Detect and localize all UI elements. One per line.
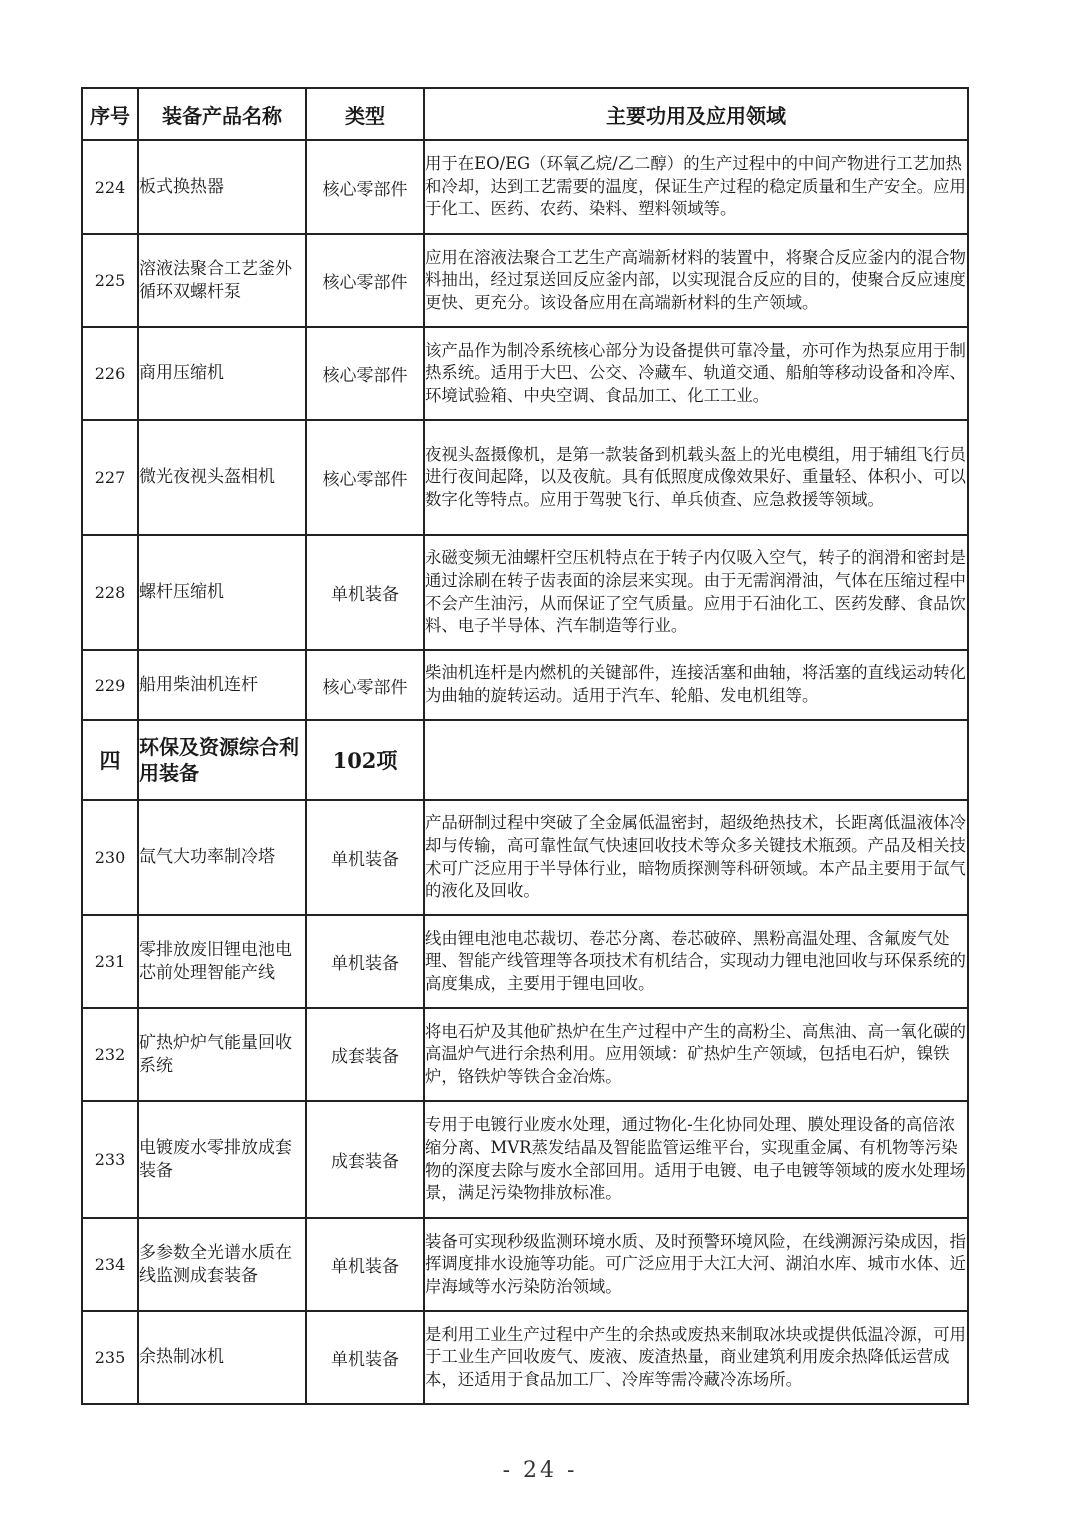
table-row bbox=[82, 1311, 968, 1404]
row-description: 是利用工业生产过程中产生的余热或废热来制取冰块或提供低温冷源，可用于工业生产回收废气、废液、废渣热量，商业建筑利用废余热降低运营成本，还适用于食品加工厂、冷库等需冷藏冷冻场所。 bbox=[424, 1311, 968, 1404]
section-row bbox=[82, 720, 968, 800]
row-type: 核心零部件 bbox=[306, 650, 424, 720]
table-row bbox=[82, 915, 968, 1008]
table-row bbox=[82, 650, 968, 720]
row-type: 核心零部件 bbox=[306, 140, 424, 234]
row-type: 核心零部件 bbox=[306, 420, 424, 535]
row-description: 该产品作为制冷系统核心部分为设备提供可靠冷量，亦可作为热泵应用于制热系统。适用于大巴、公交、冷藏车、轨道交通、船舶等移动设备和冷库、环境试验箱、中央空调、食品加工、化工工业。 bbox=[424, 327, 968, 420]
row-index: 235 bbox=[82, 1311, 138, 1404]
row-type: 单机装备 bbox=[306, 535, 424, 650]
table-row bbox=[82, 535, 968, 650]
row-index: 229 bbox=[82, 650, 138, 720]
section-description bbox=[424, 720, 968, 800]
row-index: 227 bbox=[82, 420, 138, 535]
row-type: 单机装备 bbox=[306, 1218, 424, 1311]
row-description: 用于在EO/EG（环氧乙烷/乙二醇）的生产过程中的中间产物进行工艺加热和冷却，达到工艺需要的温度，保证生产过程的稳定质量和生产安全。应用于化工、医药、农药、染料、塑料领域等。 bbox=[424, 140, 968, 234]
row-index: 226 bbox=[82, 327, 138, 420]
page-number: - 24 - bbox=[502, 1458, 578, 1483]
row-name: 氙气大功率制冷塔 bbox=[138, 800, 306, 915]
row-description: 产品研制过程中突破了全金属低温密封，超级绝热技术，长距离低温液体冷却与传输，高可靠性氙气快速回收技术等众多关键技术瓶颈。产品及相关技术可广泛应用于半导体行业，暗物质探测等科研领域。本产品主要用于氙气的液化及回收。 bbox=[424, 800, 968, 915]
header-index: 序号 bbox=[82, 88, 138, 140]
row-name: 板式换热器 bbox=[138, 140, 306, 234]
row-description: 应用在溶液法聚合工艺生产高端新材料的装置中，将聚合反应釜内的混合物料抽出，经过泵送回反应釜内部，以实现混合反应的目的，使聚合反应速度更快、更充分。该设备应用在高端新材料的生产领域。 bbox=[424, 234, 968, 327]
row-index: 225 bbox=[82, 234, 138, 327]
row-index: 232 bbox=[82, 1008, 138, 1101]
table-row bbox=[82, 420, 968, 535]
row-name: 电镀废水零排放成套装备 bbox=[138, 1101, 306, 1218]
section-count: 102项 bbox=[306, 720, 424, 800]
table-row bbox=[82, 140, 968, 234]
row-type: 单机装备 bbox=[306, 915, 424, 1008]
row-name: 商用压缩机 bbox=[138, 327, 306, 420]
section-name: 环保及资源综合利用装备 bbox=[138, 720, 306, 800]
section-index: 四 bbox=[82, 720, 138, 800]
row-name: 船用柴油机连杆 bbox=[138, 650, 306, 720]
row-name: 余热制冰机 bbox=[138, 1311, 306, 1404]
row-description: 专用于电镀行业废水处理，通过物化-生化协同处理、膜处理设备的高倍浓缩分离、MVR蒸发结晶及智能监管运维平台，实现重金属、有机物等污染物的深度去除与废水全部回用。适用于电镀、电子电镀等领域的废水处理场景，满足污染物排放标准。 bbox=[424, 1101, 968, 1218]
row-description: 装备可实现秒级监测环境水质、及时预警环境风险，在线溯源污染成因，指挥调度排水设施等功能。可广泛应用于大江大河、湖泊水库、城市水体、近岸海域等水污染防治领域。 bbox=[424, 1218, 968, 1311]
table-row bbox=[82, 1218, 968, 1311]
header-name: 装备产品名称 bbox=[138, 88, 306, 140]
row-description: 柴油机连杆是内燃机的关键部件，连接活塞和曲轴，将活塞的直线运动转化为曲轴的旋转运动。适用于汽车、轮船、发电机组等。 bbox=[424, 650, 968, 720]
row-name: 矿热炉炉气能量回收系统 bbox=[138, 1008, 306, 1101]
table-row bbox=[82, 1101, 968, 1218]
row-index: 228 bbox=[82, 535, 138, 650]
row-index: 234 bbox=[82, 1218, 138, 1311]
row-index: 233 bbox=[82, 1101, 138, 1218]
row-name: 多参数全光谱水质在线监测成套装备 bbox=[138, 1218, 306, 1311]
row-index: 224 bbox=[82, 140, 138, 234]
row-description: 将电石炉及其他矿热炉在生产过程中产生的高粉尘、高焦油、高一氧化碳的高温炉气进行余热利用。应用领域：矿热炉生产领域，包括电石炉，镍铁炉，铬铁炉等铁合金冶炼。 bbox=[424, 1008, 968, 1101]
table-row bbox=[82, 234, 968, 327]
table-row bbox=[82, 1008, 968, 1101]
row-type: 单机装备 bbox=[306, 1311, 424, 1404]
row-name: 溶液法聚合工艺釜外循环双螺杆泵 bbox=[138, 234, 306, 327]
row-index: 230 bbox=[82, 800, 138, 915]
row-name: 微光夜视头盔相机 bbox=[138, 420, 306, 535]
row-description: 夜视头盔摄像机，是第一款装备到机载头盔上的光电模组，用于辅组飞行员进行夜间起降，以及夜航。具有低照度成像效果好、重量轻、体积小、可以数字化等特点。应用于驾驶飞行、单兵侦查、应急救援等领域。 bbox=[424, 420, 968, 535]
table-row bbox=[82, 800, 968, 915]
header-type: 类型 bbox=[306, 88, 424, 140]
row-name: 零排放废旧锂电池电芯前处理智能产线 bbox=[138, 915, 306, 1008]
row-type: 单机装备 bbox=[306, 800, 424, 915]
row-type: 成套装备 bbox=[306, 1101, 424, 1218]
row-index: 231 bbox=[82, 915, 138, 1008]
row-type: 核心零部件 bbox=[306, 234, 424, 327]
row-type: 核心零部件 bbox=[306, 327, 424, 420]
equipment-table bbox=[81, 87, 969, 1405]
row-type: 成套装备 bbox=[306, 1008, 424, 1101]
row-description: 线由锂电池电芯裁切、卷芯分离、卷芯破碎、黑粉高温处理、含氟废气处理、智能产线管理等各项技术有机结合，实现动力锂电池回收与环保系统的高度集成，主要用于锂电回收。 bbox=[424, 915, 968, 1008]
header-description: 主要功用及应用领域 bbox=[424, 88, 968, 140]
table-header-row bbox=[82, 88, 968, 140]
table-row bbox=[82, 327, 968, 420]
row-description: 永磁变频无油螺杆空压机特点在于转子内仅吸入空气，转子的润滑和密封是通过涂刷在转子齿表面的涂层来实现。由于无需润滑油，气体在压缩过程中不会产生油污，从而保证了空气质量。应用于石油化工、医药发酵、食品饮料、电子半导体、汽车制造等行业。 bbox=[424, 535, 968, 650]
row-name: 螺杆压缩机 bbox=[138, 535, 306, 650]
